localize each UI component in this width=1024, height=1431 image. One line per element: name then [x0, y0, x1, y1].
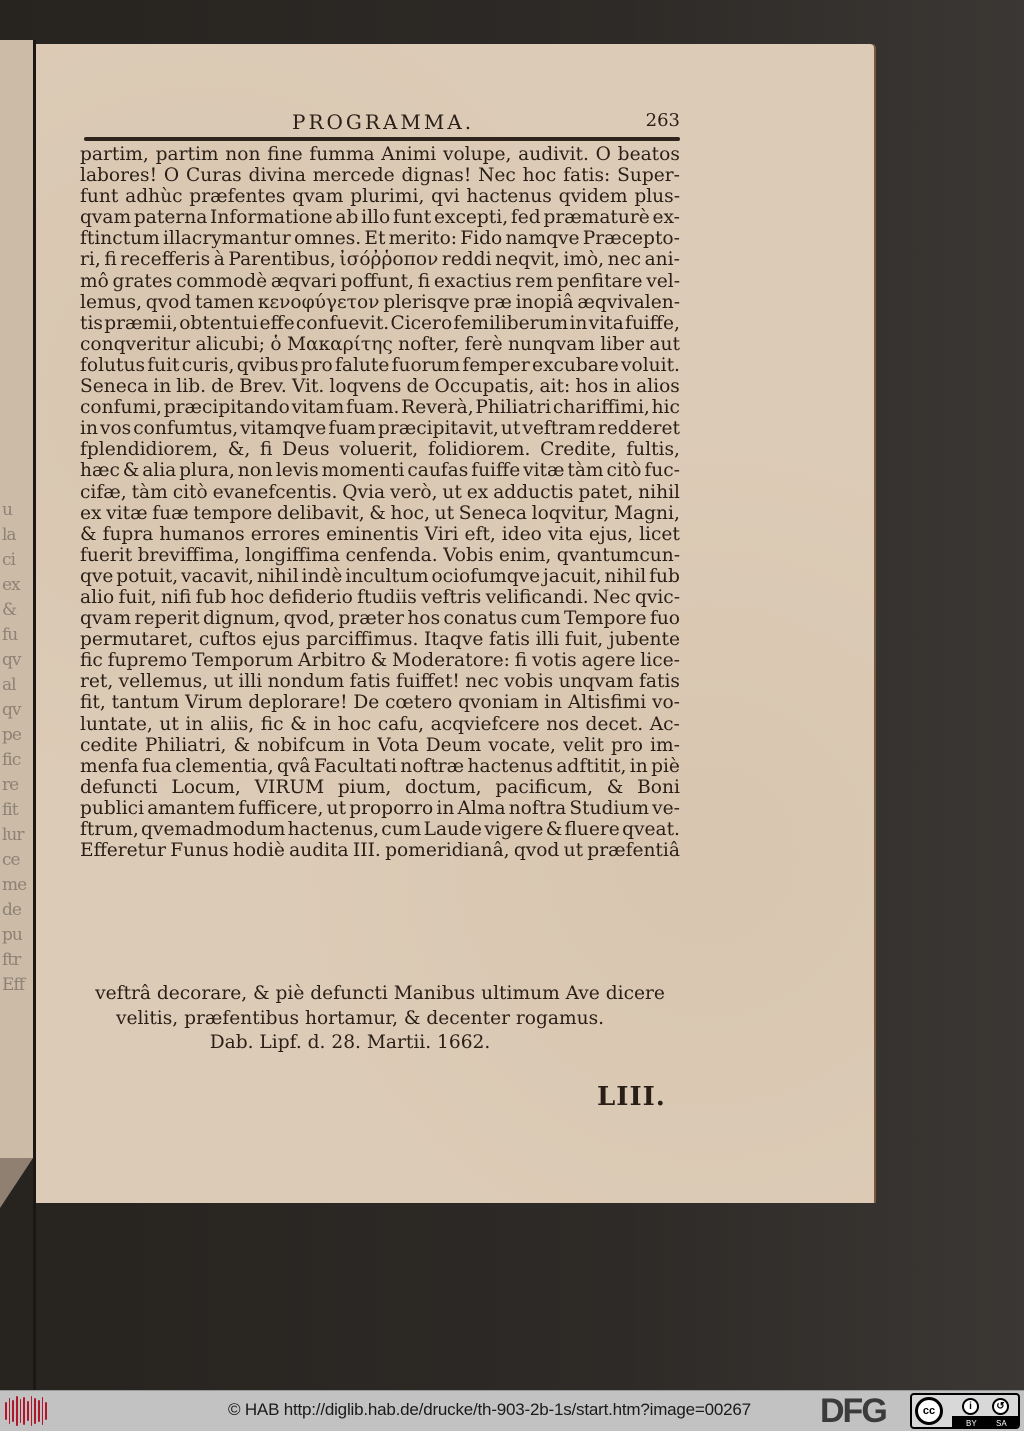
by-label: BY — [966, 1419, 977, 1428]
ghost-text: al — [2, 675, 16, 695]
text-line: cifæ, tàm citò evanefcentis. Qvia verò, ut ex adductis patet, nihil — [80, 481, 680, 503]
text-line: folutus fuit curis, qvibus pro falute fuorum femper excubare voluit. — [80, 354, 680, 376]
ghost-text: pu — [2, 925, 22, 945]
page-number: 263 — [645, 110, 680, 131]
ghost-text: pe — [2, 725, 21, 745]
date-line: Dab. Lipf. d. 28. Martii. 1662. — [209, 1032, 491, 1053]
text-line: Seneca in lib. de Brev. Vit. loqvens de Occupatis, ait: hos in alios — [80, 376, 680, 398]
ghost-text: me — [2, 875, 27, 895]
text-line: Efferetur Funus hodiè audita III. pomeridianâ, qvod ut præfentiâ — [80, 840, 680, 862]
cc-by-sa-license-badge[interactable] — [910, 1393, 1020, 1429]
text-line: qvam reperit dignum, qvod, præter hos conatus cum Tempore fuo — [80, 608, 680, 630]
text-line: permutaret, cuftos ejus parciffimus. Itaqve fatis illi fuit, jubente — [80, 629, 680, 651]
ghost-text: fic — [2, 750, 21, 770]
header-rule — [84, 137, 680, 141]
text-line: partim, partim non fine fumma Animi volupe, audivit. O beatos — [80, 144, 680, 165]
text-line: ftrum, qvemadmodum hactenus, cum Laude vigere & fluere qveat. — [80, 819, 680, 840]
text-line: ex vitæ fuæ tempore delibavit, & hoc, ut Seneca loqvitur, Magni, — [80, 502, 680, 524]
dfg-logo[interactable]: DFG — [820, 1392, 886, 1430]
ghost-text: fu — [2, 625, 18, 645]
text-line: publici amantem fufficere, ut proporro in Alma noftra Studium ve- — [80, 797, 680, 819]
ghost-text: ce — [2, 850, 20, 870]
text-line: fplendidiorem, &, fi Deus voluerit, folidiorem. Credite, fultis, — [80, 439, 680, 461]
by-attribution-icon: i — [962, 1398, 979, 1415]
sa-share-alike-icon: ↺ — [992, 1398, 1009, 1415]
copyright-link[interactable]: © HAB http://diglib.hab.de/drucke/th-903-2b-1s/start.htm?image=00267 — [228, 1400, 751, 1419]
previous-page-edge — [0, 40, 35, 1158]
closing-line-2: velitis, præfentibus hortamur, & decenter rogamus. — [115, 1008, 605, 1029]
text-line: labores! O Curas divina mercede dignas! Nec hoc fatis: Super- — [80, 165, 680, 187]
text-line: fic fupremo Temporum Arbitro & Moderatore: fi votis agere lice- — [80, 650, 680, 672]
running-head — [80, 110, 680, 134]
ghost-text: qv — [2, 700, 21, 720]
text-line: fuerit breviffima, longiffima cenfenda. Vobis enim, qvantumcun- — [80, 544, 680, 566]
ghost-text: re — [2, 775, 19, 795]
cc-icon: cc — [915, 1397, 943, 1425]
text-line: tis præmii, obtentui effe confuevit. Cicero femiliberum in vita fuiffe, — [80, 312, 680, 334]
text-line: fit, tantum Virum deplorare! De cœtero qvoniam in Altisfimi vo- — [80, 692, 680, 714]
text-line: ftinctum illacrymantur omnes. Et merito: Fido namqve Præcepto- — [80, 228, 680, 250]
ghost-text: de — [2, 900, 21, 920]
ghost-text: fit — [2, 800, 18, 820]
text-line: & fupra humanos errores eminentis Viri eft, ideo vita ejus, licet — [80, 523, 680, 545]
ghost-text: u — [2, 500, 12, 520]
ghost-text: Eff — [2, 975, 24, 995]
hab-logo-icon[interactable] — [5, 1395, 47, 1427]
text-line: ri, fi recefferis à Parentibus, ἰσόῤῥοπον reddi neqvit, imò, nec ani- — [80, 249, 680, 271]
text-line: ret, vellemus, ut illi nondum fatis fuiffet! nec vobis unqvam fatis — [80, 671, 680, 693]
text-line: hæc & alia plura, non levis momenti caufas fuiffe vitæ tàm citò fuc- — [80, 460, 680, 482]
ghost-text: ftr — [2, 950, 21, 970]
closing-line-1: veftrâ decorare, & piè defuncti Manibus ultimum Ave dicere — [95, 983, 665, 1004]
previous-page-corner — [0, 1158, 33, 1208]
text-line: lemus, qvod tamen κενοφύγετον plerisqve præ inopiâ æqvivalen- — [80, 291, 680, 313]
text-line: cedite Philiatri, & nobifcum in Vota Deum vocate, velit pro im- — [80, 734, 680, 756]
license-band — [952, 1416, 1018, 1427]
text-line: menfa fua clementia, qvâ Facultati noftræ hactenus adftitit, in piè — [80, 755, 680, 777]
ghost-text: ex — [2, 575, 20, 595]
ghost-text: qv — [2, 650, 21, 670]
text-line: in vos confumtus, vitamqve fuam præcipitavit, ut veftram redderet — [80, 418, 680, 440]
text-line: qve potuit, vacavit, nihil indè incultum ociofumqve jacuit, nihil fub — [80, 565, 680, 587]
text-line: defuncti Locum, VIRUM pium, doctum, pacificum, & Boni — [80, 776, 680, 798]
ghost-text: ci — [2, 550, 15, 570]
text-line: mô grates commodè æqvari poffunt, fi exactius rem penfitare vel- — [80, 270, 680, 292]
running-title: PROGRAMMA. — [292, 110, 475, 134]
text-line: qvam paterna Informatione ab illo funt excepti, fed præmaturè ex- — [80, 207, 680, 229]
text-line: alio fuit, nifi fub hoc defiderio ftudiis veftris velificandi. Nec qvic- — [80, 586, 680, 608]
sa-label: SA — [996, 1419, 1007, 1428]
text-line: luntate, ut in aliis, fic & in hoc cafu, acqviefcere nos decet. Ac- — [80, 713, 680, 735]
body-text — [80, 144, 680, 861]
text-line: confumi, præcipitando vitam fuam. Reverà, Philiatri chariffimi, hic — [80, 397, 680, 419]
ghost-text: lur — [2, 825, 24, 845]
viewer-footer — [0, 1390, 1024, 1431]
text-line: conqveritur alicubi; ὁ Μακαρίτης nofter, ferè nunqvam liber aut — [80, 333, 680, 355]
catchword: LIII. — [597, 1082, 666, 1112]
text-line: funt adhùc præfentes qvam plurimi, qvi hactenus qvidem plus- — [80, 186, 680, 208]
ghost-text: & — [2, 600, 17, 620]
ghost-text: la — [2, 525, 16, 545]
